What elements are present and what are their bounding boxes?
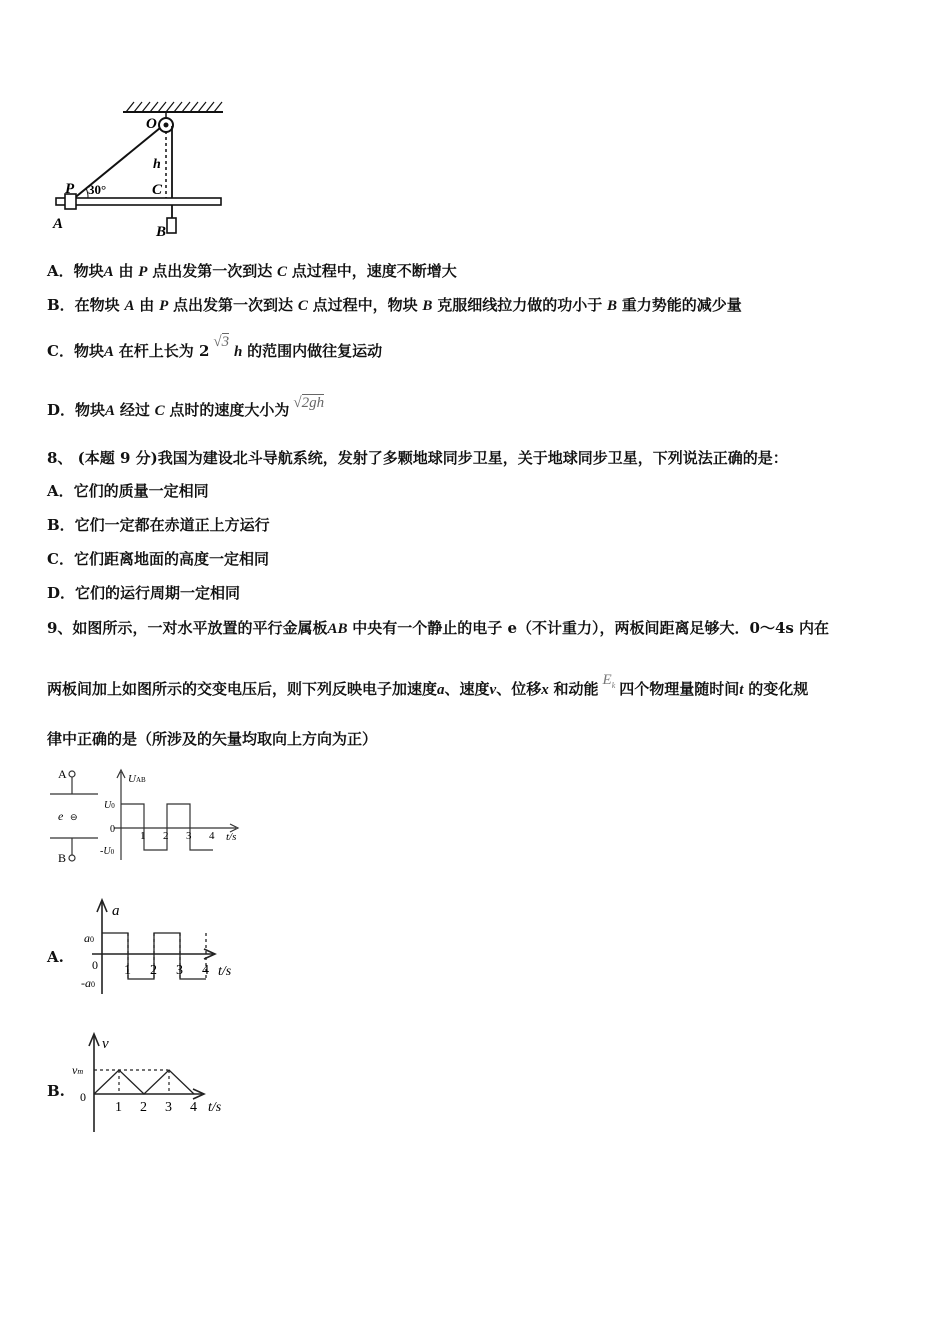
time-axis-label: t/s <box>226 831 237 843</box>
velocity-graph <box>70 1030 235 1134</box>
accel-dashes <box>128 933 206 979</box>
q9-stem-line2: 两板间加上如图所示的交变电压后，则下列反映电子加速度a、速度v、位移x 和动能 $E_k$ 四个物理量随时间t 的变化规 <box>47 672 809 698</box>
velocity-ticks <box>115 1100 197 1115</box>
q8-stem: 8、 (本题 9 分)我国为建设北斗导航系统，发射了多颗地球同步卫星，关于地球同步卫星，下列说法正确的是： <box>47 449 788 467</box>
v-time-label: t/s <box>208 1100 222 1115</box>
velocity-wave <box>94 1070 194 1094</box>
tick-label: 1 <box>124 963 131 978</box>
tick-label: 4 <box>202 963 209 978</box>
label-h: h <box>153 157 161 172</box>
a-zero-label: 0 <box>92 958 98 972</box>
v-zero-label: 0 <box>80 1090 86 1104</box>
q9-stem-line3: 律中正确的是（所涉及的矢量均取向上方向为正） <box>47 730 378 748</box>
electron-label: e <box>58 809 64 823</box>
q7-option-a: A．物块A 由 P 点出发第一次到达 C 点过程中，速度不断增大 <box>47 262 457 280</box>
tick-label: 4 <box>190 1100 197 1115</box>
tick-label: 2 <box>150 963 157 978</box>
electron-dot: ⊖ <box>70 812 78 822</box>
tick-label: 2 <box>163 830 169 842</box>
q8-option-c: C．它们距离地面的高度一定相同 <box>47 550 269 568</box>
q7-option-b: B．在物块 A 由 P 点出发第一次到达 C 点过程中，物块 B 克服细线拉力做的功小于 B 重力势能的减少量 <box>47 296 742 314</box>
tick-label: 2 <box>140 1100 147 1115</box>
v-axis-label: v <box>102 1036 109 1052</box>
vm-label: vm <box>72 1063 84 1077</box>
label-o: O <box>146 116 157 132</box>
uab-axis-label: UAB <box>128 773 146 785</box>
rod <box>56 198 221 205</box>
label-b: B <box>156 224 167 240</box>
neg-u0-label: -U0 <box>100 846 115 857</box>
option-b-label: B. <box>47 1082 65 1100</box>
q8-option-b: B．它们一定都在赤道正上方运行 <box>47 516 270 534</box>
tick-label: 3 <box>186 830 192 842</box>
tick-label: 1 <box>140 830 146 842</box>
accel-ticks <box>124 963 209 978</box>
q9-stem-line1: 9、如图所示，一对水平放置的平行金属板AB 中央有一个静止的电子 e（不计重力），两板间距离足够大．0～4s 内在 <box>47 619 830 637</box>
label-a: A <box>53 216 64 232</box>
label-c: C <box>152 182 163 198</box>
voltage-ticks <box>140 830 215 842</box>
q8-option-a: A．它们的质量一定相同 <box>47 482 209 500</box>
voltage-figure <box>46 764 251 869</box>
q7-option-d: D．物块A 经过 C 点时的速度大小为 √2gh <box>47 395 325 419</box>
label-p: P <box>65 181 75 197</box>
q8-option-d: D．它们的运行周期一定相同 <box>47 584 241 602</box>
plate-b-label: B <box>58 851 67 865</box>
accel-graph <box>78 896 243 998</box>
a-axis-label: a <box>112 903 120 919</box>
q7-option-c: C．物块A 在杆上长为 2 √3 h 的范围内做往复运动 <box>47 334 383 360</box>
pulley-rod-figure <box>48 98 238 243</box>
tick-label: 1 <box>115 1100 122 1115</box>
u0-label: U0 <box>104 800 115 811</box>
option-a-label: A. <box>47 948 64 966</box>
tick-label: 4 <box>209 830 215 842</box>
plate-a-label: A <box>58 767 67 781</box>
label-angle: 30° <box>88 182 107 197</box>
velocity-dashes <box>119 1070 169 1094</box>
tick-label: 3 <box>165 1100 172 1115</box>
voltage-wave <box>121 804 213 850</box>
neg-a0-label: -a0 <box>81 976 95 990</box>
zero-label: 0 <box>110 824 115 835</box>
block-b <box>167 218 176 233</box>
a-time-label: t/s <box>218 964 232 979</box>
a0-label: a0 <box>84 931 94 945</box>
tick-label: 3 <box>176 963 183 978</box>
